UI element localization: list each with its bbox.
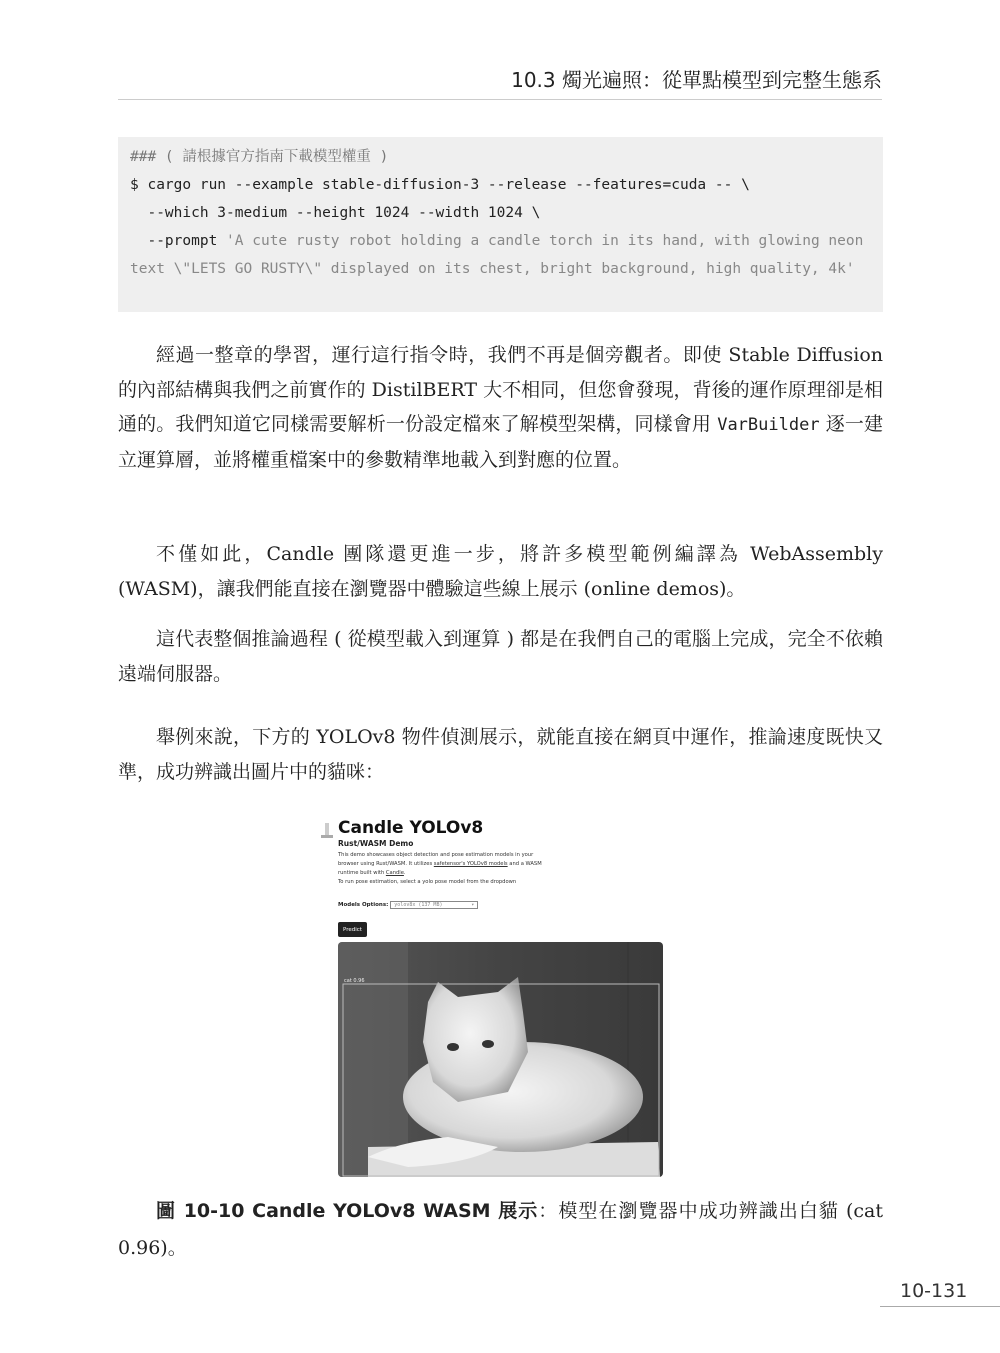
page-number: 10-131 — [900, 1280, 968, 1302]
inline-code: VarBuilder — [717, 415, 820, 435]
yolo-models-link[interactable]: safetensor's YOLOv8 models — [433, 861, 508, 867]
code-string: 'A cute rusty robot holding a candle torch in its hand, with glowing neon text \"LETS GO RUSTY\" displayed on its chest, bright background, high quality, 4k' — [130, 233, 873, 277]
code-block — [118, 137, 883, 312]
text: 逐一建立運算層，並將權重檔案中的參數精準地載入到對應的位置。 — [118, 413, 883, 471]
text: 經過一整章的學習，運行這行指令時，我們不再是個旁觀者。即使 Stable Diffusion 的內部結構與我們之前實作的 DistilBERT 大不相同，但您會發現，背後的運作原理卻是相通的。我們知道它同樣需要解析一份設定檔來了解模型架構，同樣會用 — [118, 344, 883, 435]
candle-icon — [320, 821, 334, 839]
footer-divider — [880, 1306, 1000, 1307]
candle-link[interactable]: Candle — [385, 870, 404, 876]
yolo-demo-screenshot — [318, 818, 668, 1180]
predict-button[interactable]: Predict — [338, 922, 367, 937]
models-options: Models Options: yolov8x (137 MB) ▾ — [338, 901, 478, 909]
running-header: 10.3 燭光遍照：從單點模型到完整生態系 — [511, 68, 882, 92]
paragraph: 這代表整個推論過程 ( 從模型載入到運算 ) 都是在我們自己的電腦上完成，完全不依賴遠端伺服器。 — [118, 628, 883, 685]
code-line: --which 3-medium --height 1024 --width 1024 \ — [130, 205, 541, 221]
paragraph: 不僅如此，Candle 團隊還更進一步，將許多模型範例編譯為 WebAssembly (WASM)，讓我們能直接在瀏覽器中體驗這些線上展示 (online demos)。 — [118, 543, 883, 600]
figure-caption — [118, 1193, 883, 1267]
code-line: --prompt — [130, 233, 227, 249]
caption-label: 圖 10-10 Candle YOLOv8 WASM 展示 — [156, 1200, 539, 1222]
paragraph — [118, 338, 883, 477]
code-line: $ cargo run --example stable-diffusion-3 --release --features=cuda -- \ — [130, 177, 750, 193]
cat-photo — [338, 942, 663, 1177]
header-divider — [118, 99, 882, 100]
detection-label: cat 0.96 — [344, 978, 365, 984]
caption-text: ：模型在瀏覽器中成功辨識出白貓 (cat 0.96)。 — [118, 1200, 883, 1259]
code-comment: ### ( 請根據官方指南下載模型權重 ) — [130, 149, 389, 165]
demo-description: This demo showcases object detection and pose estimation models in your browser using Rust/WASM. It utilizes safetensor's YOLOv8 models and a WASM runtime built with Candle. To run pose estimation, select a yolo pose model from the dropdown — [338, 852, 542, 885]
demo-subtitle: Rust/WASM Demo — [338, 839, 414, 848]
models-select[interactable]: yolov8x (137 MB) ▾ — [390, 901, 478, 909]
demo-title: Candle YOLOv8 — [338, 818, 484, 838]
chevron-down-icon: ▾ — [471, 902, 475, 908]
paragraph: 舉例來說，下方的 YOLOv8 物件偵測展示，就能直接在網頁中運作，推論速度既快又準，成功辨識出圖片中的貓咪： — [118, 726, 883, 783]
